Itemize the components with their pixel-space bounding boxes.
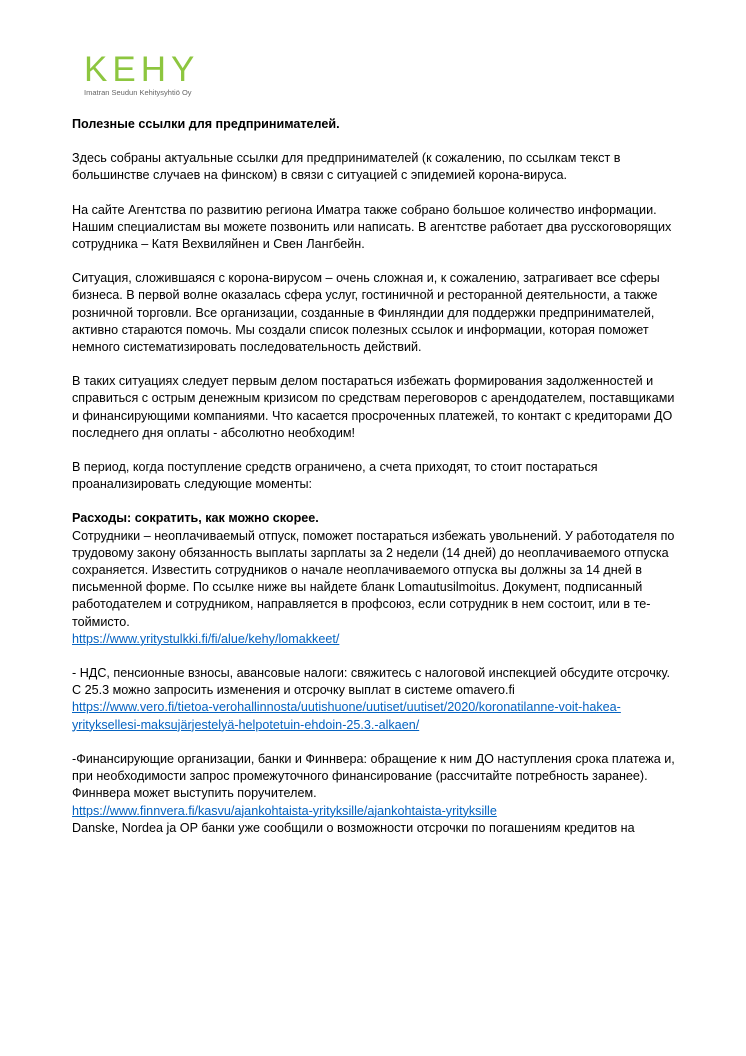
finnvera-link[interactable]: https://www.finnvera.fi/kasvu/ajankohtaista-yrityksille/ajankohtaista-yrityksille: [72, 803, 497, 818]
document-body: [72, 116, 678, 837]
expenses-paragraph: Сотрудники – неоплачиваемый отпуск, поможет постараться избежать увольнений. У работодателя по трудовому закону обязанность выплаты зарплаты за 2 недели (14 дней) до неоплачиваемого отпуска сохраняется. Известить сотрудников о начале неоплачиваемого отпуска вы должны за 14 дней в письменной форме. По ссылке ниже вы найдете бланк Lomautusilmoitus. Документ, подписанный работодателем и сотрудником, направляется в профсоюз, если сотрудник в нем состоит, или в те-тоймисто.: [72, 528, 675, 629]
intro-paragraph-1: Здесь собраны актуальные ссылки для предпринимателей (к сожалению, по ссылкам текст в большинстве случаев на финском) в связи с ситуацией с эпидемией корона-вируса.: [72, 151, 621, 183]
banks-paragraph: Danske, Nordea ja OP банки уже сообщили о возможности отсрочки по погашениям кредитов на: [72, 820, 635, 835]
vero-link[interactable]: https://www.vero.fi/tietoa-verohallinnosta/uutishuone/uutiset/uutiset/2020/koronatilanne-voit-hakea-yrityksellesi-maksujärjestelyä-helpotetuin-ehdoin-25.3.-alkaen/: [72, 700, 621, 732]
document-title: Полезные ссылки для предпринимателей.: [72, 117, 340, 131]
logo-wordmark: KEHY: [84, 50, 200, 89]
expenses-heading: Расходы: сократить, как можно скорее.: [72, 511, 319, 526]
logo-subtitle: Imatran Seudun Kehitysyhtiö Oy: [84, 88, 192, 97]
taxes-paragraph: - НДС, пенсионные взносы, авансовые налоги: свяжитесь с налоговой инспекцией обсудите отсрочку. С 25.3 можно запросить изменения и отсрочку выплат в системе omavero.fi: [72, 666, 670, 698]
intro-paragraph-4: В таких ситуациях следует первым делом постараться избежать формирования задолженностей и справиться с острым денежным кризисом по средствам переговоров с арендодателем, поставщиками и финансирующими компаниями. Что касается просроченных платежей, то контакт с кредиторами ДО последнего дня оплаты - абсолютно необходим!: [72, 374, 675, 440]
intro-paragraph-2: На сайте Агентства по развитию региона Иматра также собрано большое количество информации. Нашим специалистам вы можете позвонить или написать. В агентстве работает два русскоговорящих сотрудника – Катя Вехвиляйнен и Свен Лангбейн.: [72, 202, 672, 252]
yritystulkki-link[interactable]: https://www.yritystulkki.fi/fi/alue/kehy/lomakkeet/: [72, 631, 340, 646]
finance-paragraph: -Финансирующие организации, банки и Финнвера: обращение к ним ДО наступления срока платежа и, при необходимости запрос промежуточного финансирование (рассчитайте потребность заранее). Финнвера может выступить поручителем.: [72, 751, 675, 801]
intro-paragraph-5: В период, когда поступление средств ограничено, а счета приходят, то стоит постараться проанализировать следующие моменты:: [72, 460, 598, 492]
intro-paragraph-3: Ситуация, сложившаяся с корона-вирусом – очень сложная и, к сожалению, затрагивает все сферы бизнеса. В первой волне оказалась сфера услуг, гостиничной и ресторанной деятельности, а также розничной торговли. Все организации, созданные в Финляндии для поддержки предпринимателей, активно стараются помочь. Мы создали список полезных ссылок и информации, которая поможет немного систематизировать последовательность действий.: [72, 271, 660, 355]
kehy-logo: [84, 52, 199, 97]
